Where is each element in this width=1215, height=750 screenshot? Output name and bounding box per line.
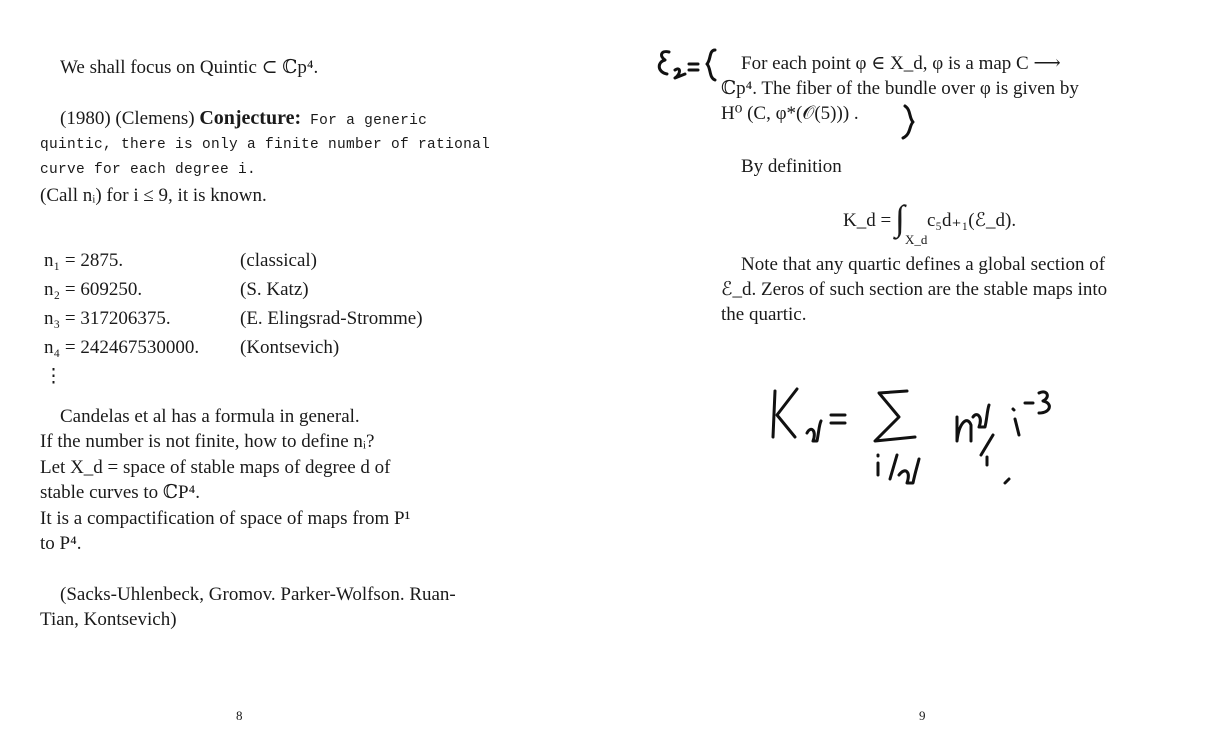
n2-source: (S. Katz) <box>240 279 309 300</box>
n3-source: (E. Elingsrad-Stromme) <box>240 308 423 329</box>
fiber-line-2: ℂp⁴. The fiber of the bundle over φ is given by <box>721 78 1079 99</box>
conjecture-line-3: curve for each degree i. <box>40 162 257 178</box>
conjecture-prefix: (1980) (Clemens) <box>60 108 200 129</box>
page-8 <box>0 0 600 750</box>
citation-line-1: (Sacks-Uhlenbeck, Gromov. Parker-Wolfson. Ruan- <box>60 584 456 605</box>
intro-line: We shall focus on Quintic ⊂ ℂp⁴. <box>60 57 319 78</box>
n2-value: n₂ = 609250. <box>44 279 143 300</box>
conjecture-label: Conjecture: <box>199 107 302 129</box>
conjecture-line-1 <box>60 106 427 134</box>
para-line-6: to P⁴. <box>40 533 82 554</box>
para-line-5: It is a compactification of space of maps from P¹ <box>40 508 411 529</box>
formula-rhs: c₅d₊₁(ℰ_d). <box>927 210 1017 231</box>
conjecture-text-1: For a generic <box>301 113 428 129</box>
formula-lhs: K_d = <box>843 210 892 231</box>
integral-subscript: X_d <box>905 232 928 247</box>
n4-value: n₄ = 242467530000. <box>44 337 200 358</box>
n1-source: (classical) <box>240 250 318 271</box>
n3-value: n₃ = 317206375. <box>44 308 171 329</box>
n4-source: (Kontsevich) <box>240 337 340 358</box>
handwritten-kd-sum-formula <box>757 375 1077 500</box>
handwritten-closing-brace <box>899 102 919 142</box>
integral-sign: ∫ <box>895 198 905 238</box>
para-line-2: If the number is not finite, how to define nᵢ? <box>40 431 375 452</box>
note-line-1: Note that any quartic defines a global section of <box>741 254 1106 275</box>
note-line-3: the quartic. <box>721 304 807 325</box>
page-number: 8 <box>236 708 243 723</box>
vertical-dots: ⋮ <box>44 366 63 387</box>
n1-value: n₁ = 2875. <box>44 250 124 271</box>
citation-line-2: Tian, Kontsevich) <box>40 609 177 630</box>
para-line-4: stable curves to ℂP⁴. <box>40 482 200 503</box>
note-line-2: ℰ_d. Zeros of such section are the stable maps into <box>721 279 1108 300</box>
page-9 <box>607 0 1215 750</box>
fiber-line-3: H⁰ (C, φ*(𝒪(5))) . <box>721 103 859 124</box>
para-line-1: Candelas et al has a formula in general. <box>60 406 360 427</box>
by-definition: By definition <box>741 156 842 177</box>
fiber-line-1: For each point φ ∈ X_d, φ is a map C ⟶ <box>741 53 1061 74</box>
para-line-3: Let X_d = space of stable maps of degree d of <box>40 457 391 478</box>
call-line: (Call nᵢ) for i ≤ 9, it is known. <box>40 185 267 206</box>
conjecture-line-2: quintic, there is only a finite number of rational <box>40 137 491 153</box>
handwritten-script-e-d-brace <box>655 44 725 88</box>
page-number: 9 <box>919 708 926 723</box>
